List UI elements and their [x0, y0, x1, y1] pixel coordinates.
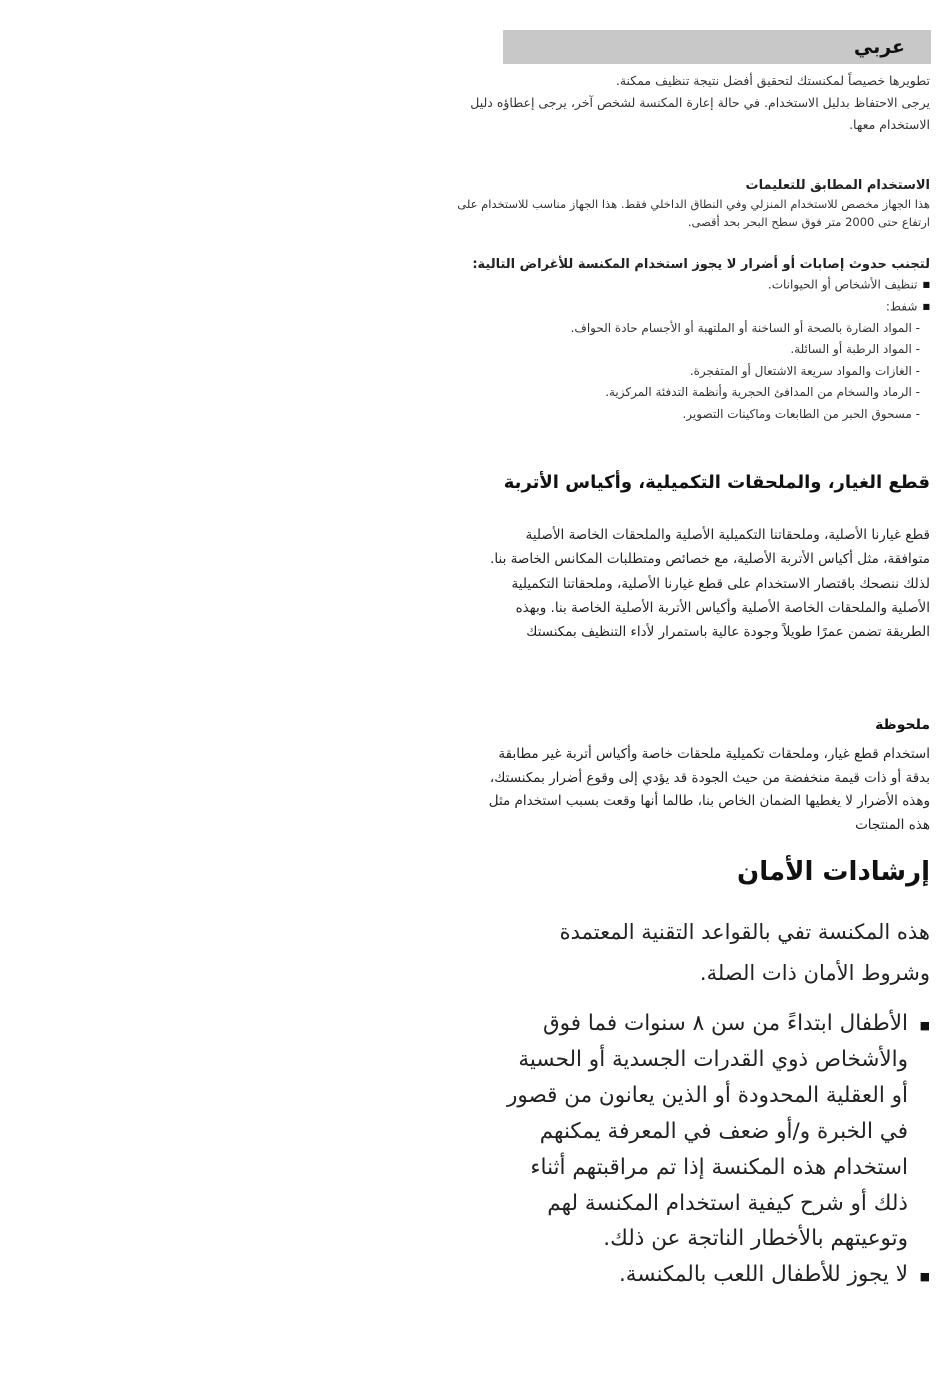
language-header-bar — [503, 30, 931, 64]
list-item: - الغازات والمواد سريعة الاشتعال أو المتفجرة. — [470, 361, 930, 383]
intended-use-heading: الاستخدام المطابق للتعليمات — [745, 178, 930, 193]
intro-line-2: يرجى الاحتفاظ بدليل الاستخدام. في حالة إعارة المكنسة لشخص آخر، يرجى إعطاؤه دليل الاستخدام معها. — [470, 95, 930, 132]
list-item: - مسحوق الحبر من الطابعات وماكينات التصوير. — [470, 404, 930, 426]
safety-item-text: لا يجوز للأطفال اللعب بالمكنسة. — [618, 1262, 908, 1288]
intro-line-1: تطويرها خصيصاً لمكنستك لتحقيق أفضل نتيجة تنظيف ممكنة. — [615, 73, 930, 88]
note-text: استخدام قطع غيار، وملحقات تكميلية ملحقات خاصة وأكياس أتربة غير مطابقة بدقة أو ذات قيمة منخفضة من حيث الجودة قد يؤدي إلى وقوع أضرار بمكنستك، وهذه الأضرار لا يغطيها الضمان الخاص بنا، طالما أنها وقعت بسبب استخدام مثل هذه المنتجات — [488, 746, 930, 833]
prohibited-use-list — [470, 274, 930, 425]
list-item: - الرماد والسخام من المدافئ الحجرية وأنظمة التدفئة المركزية. — [470, 382, 930, 404]
safety-item-text: الأطفال ابتداءً من سن ٨ سنوات فما فوق والأشخاص ذوي القدرات الجسدية أو الحسية أو العقلية المحدودة أو الذين يعانون من قصور في الخبرة و/أو ضعف في المعرفة يمكنهم استخدام هذه المكنسة إذا تم مراقبتهم أثناء ذلك أو شرح كيفية استخدام المكنسة لهم وتوعيتهم بالأخطار الناتجة عن ذلك. — [506, 1011, 908, 1252]
list-item: ■ شفط: — [470, 296, 930, 318]
intended-use-section — [450, 178, 930, 231]
safety-list — [500, 1006, 930, 1293]
intro-section — [440, 70, 930, 136]
list-item: - المواد الضارة بالصحة أو الساخنة أو الملتهبة أو الأجسام حادة الحواف. — [470, 318, 930, 340]
list-item: ■ تنظيف الأشخاص أو الحيوانات. — [470, 274, 930, 296]
prohibited-use-section — [470, 257, 930, 425]
note-heading: ملحوظة — [875, 717, 930, 733]
square-bullet-icon: ■ — [919, 1270, 930, 1284]
list-item: - المواد الرطبة أو السائلة. — [470, 339, 930, 361]
safety-item — [500, 1006, 930, 1257]
square-bullet-icon: ■ — [919, 1019, 930, 1032]
language-label: عربي — [853, 36, 905, 58]
intended-use-text: هذا الجهاز مخصص للاستخدام المنزلي وفي النطاق الداخلي فقط. هذا الجهاز مناسب للاستخدام على ارتفاع حتى 2000 متر فوق سطح البحر بحد أقصى. — [457, 197, 930, 229]
spare-parts-heading: قطع الغيار، والملحقات التكميلية، وأكياس الأتربة — [503, 472, 930, 493]
spare-parts-text: قطع غيارنا الأصلية، وملحقاتنا التكميلية الأصلية والملحقات الخاصة الأصلية متوافقة، مثل أكياس الأتربة الأصلية، مع خصائص ومتطلبات المكانس الخاصة بنا. لذلك ننصحك باقتصار الاستخدام على قطع غيارنا الأصلية، وملحقاتنا التكميلية الأصلية والملحقات الخاصة الأصلية وأكياس الأتربة الأصلية الخاصة بنا. وبهذه الطريقة تضمن عمرًا طويلاً وجودة عالية باستمرار لأداء التنظيف بمكنستك — [490, 527, 930, 641]
safety-intro-text: هذه المكنسة تفي بالقواعد التقنية المعتمدة وشروط الأمان ذات الصلة. — [559, 920, 930, 985]
safety-heading: إرشادات الأمان — [737, 857, 930, 887]
safety-item — [500, 1257, 930, 1293]
prohibited-use-heading: لتجنب حدوث إصابات أو أضرار لا يجوز استخدام المكنسة للأغراض التالية: — [472, 257, 930, 272]
